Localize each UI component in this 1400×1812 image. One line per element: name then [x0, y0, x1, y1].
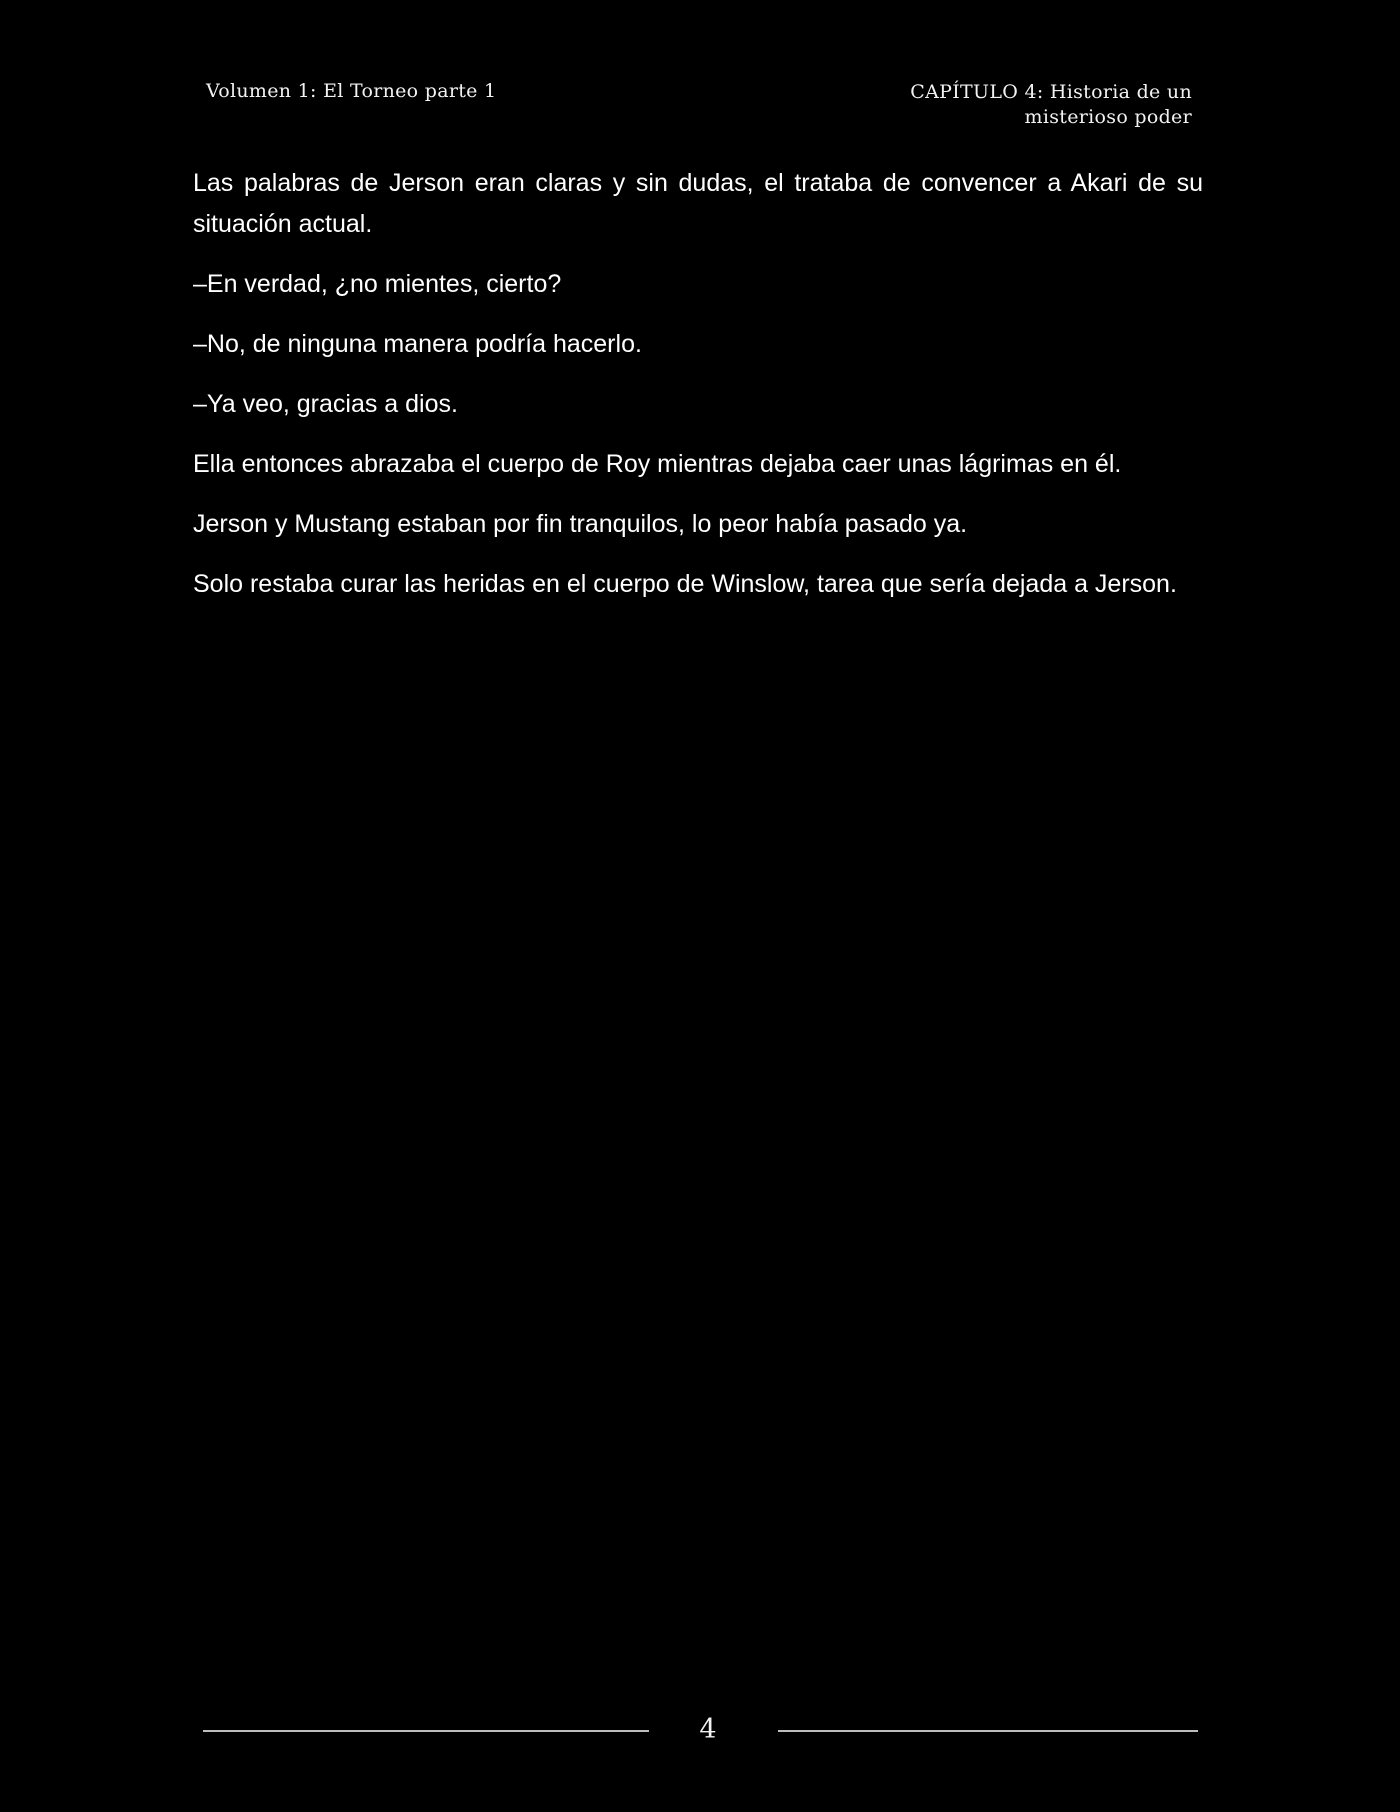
paragraph: Ella entonces abrazaba el cuerpo de Roy mientras dejaba caer unas lágrimas en él.: [193, 450, 1122, 478]
running-header-volume: Volumen 1: El Torneo parte 1: [206, 80, 497, 102]
running-header-chapter: [872, 80, 1192, 130]
paragraph: Solo restaba curar las heridas en el cuerpo de Winslow, tarea que sería dejada a Jerson.: [193, 570, 1177, 598]
footer-rule-right: [778, 1730, 1198, 1732]
page-body: [193, 163, 1203, 624]
dialogue-line: –No, de ninguna manera podría hacerlo.: [193, 330, 642, 358]
dialogue-line: –En verdad, ¿no mientes, cierto?: [193, 270, 562, 298]
paragraph: Jerson y Mustang estaban por fin tranquilos, lo peor había pasado ya.: [193, 510, 968, 538]
footer-rule-left: [203, 1730, 649, 1732]
page-footer: [203, 1712, 1198, 1752]
page-number: 4: [699, 1714, 717, 1745]
paragraph: Las palabras de Jerson eran claras y sin dudas, el trataba de convencer a Akari de su situación actual.: [193, 169, 1203, 238]
chapter-title-line-1: CAPÍTULO 4: Historia de un: [910, 81, 1192, 103]
chapter-title-line-2: misterioso poder: [1024, 106, 1192, 128]
dialogue-line: –Ya veo, gracias a dios.: [193, 390, 458, 418]
